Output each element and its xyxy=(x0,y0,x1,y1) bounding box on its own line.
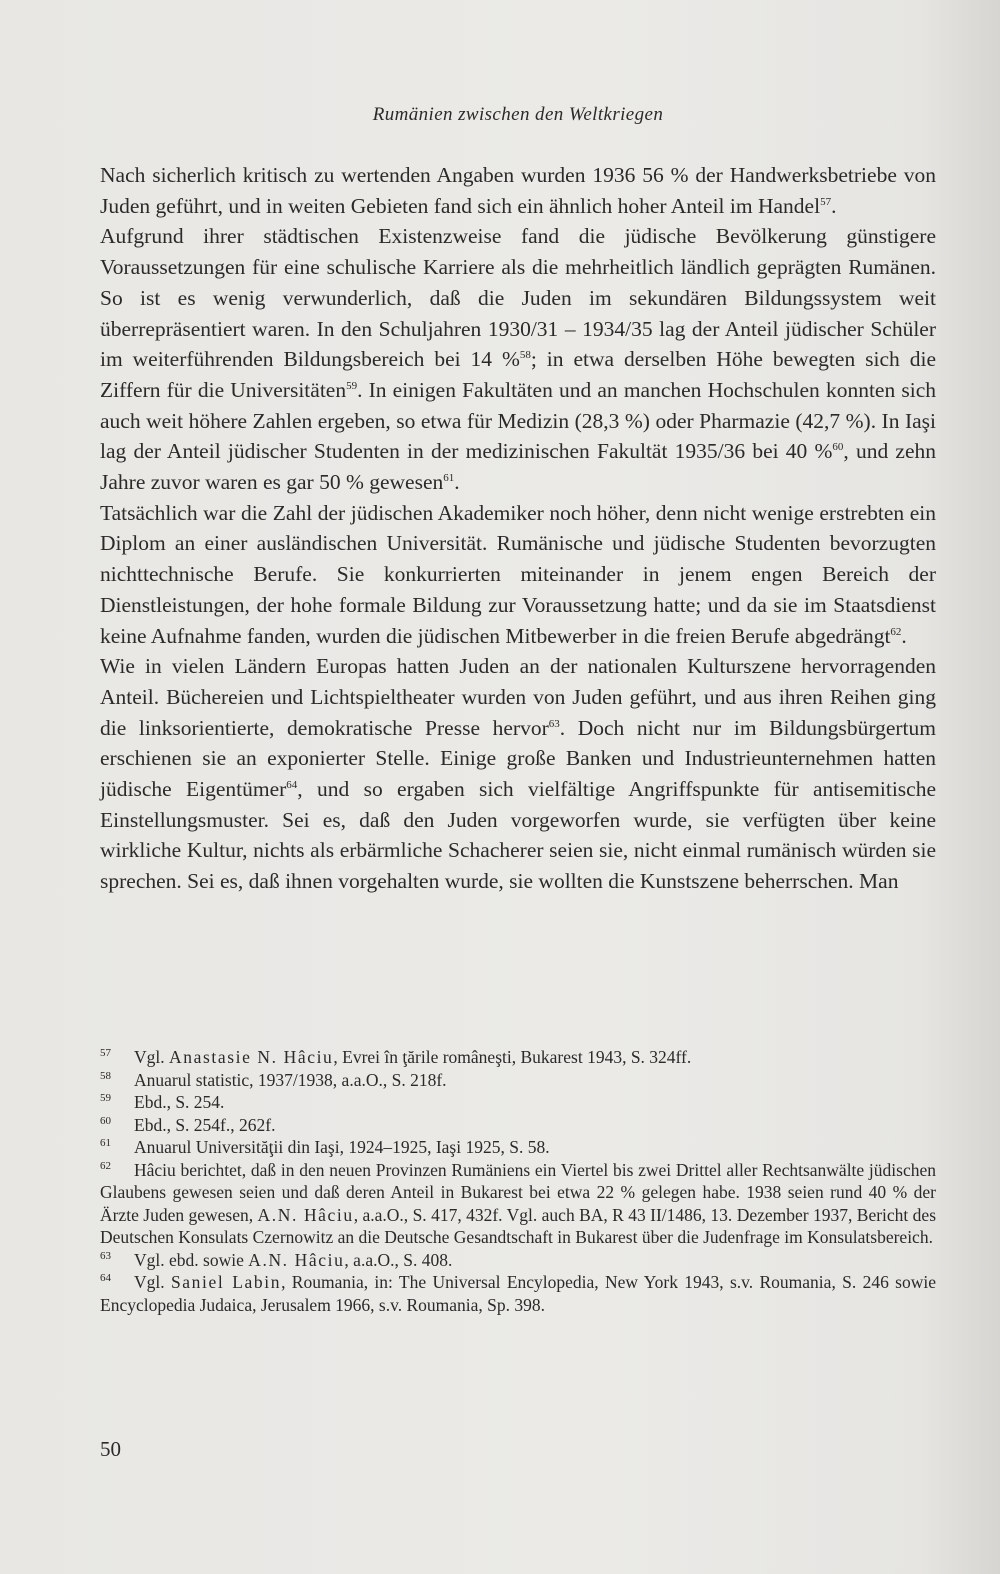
text-segment: . xyxy=(901,623,907,648)
author-name: A.N. Hâciu xyxy=(257,1204,354,1225)
paragraph-1 xyxy=(100,160,936,221)
page-number: 50 xyxy=(100,1437,121,1461)
footnote-text: Ebd., S. 254. xyxy=(134,1092,225,1112)
footnote-ref[interactable]: 63 xyxy=(548,717,560,730)
footnote-ref[interactable]: 59 xyxy=(346,379,358,392)
paragraph-3 xyxy=(100,498,936,652)
text-segment: Aufgrund ihrer städtischen Existenzweise fand die jüdische Bevölkerung günstigere Voraussetzungen für eine schulische Karriere als die mehrheitlich ländlich geprägten Rumänen. So ist es wenig verwunderlich, daß die Juden im sekundären Bildungssystem weit überrepräsentiert waren. In den Schuljahren 1930/31 – 1934/35 lag der Anteil jüdischer Schüler im weiterführenden Bildungsbereich bei 14 % xyxy=(100,224,936,372)
footnote-ref[interactable]: 58 xyxy=(519,349,531,362)
body-text xyxy=(100,160,936,897)
footnote-text: , Roumania, in: The Universal Encylopedia, New York 1943, s.v. Roumania, S. 246 sowie Encyclopedia Judaica, Jerusalem 1966, s.v. Roumania, Sp. 398. xyxy=(100,1272,937,1315)
text-segment: , und so ergaben sich vielfältige Angriffspunkte für antisemitische Einstellungsmuster. Sei es, daß den Juden vorgeworfen wurde, sie verfügten über keine wirkliche Kultur, nichts als erbärmliche Schacherer seien sie, nicht einmal rumänisch würden sie sprechen. Sei es, daß ihnen vorgehalten wurde, sie wollten die Kunstszene beherrschen. Man xyxy=(100,777,937,894)
footnote-61: 61 Anuarul Universităţii din Iaşi, 1924–1925, Iaşi 1925, S. 58. xyxy=(100,1137,550,1157)
text-segment: ; in etwa derselben Höhe bewegten sich die Ziffern für die Universitäten xyxy=(100,347,936,402)
footnote-63: 63 Vgl. ebd. sowie A.N. Hâciu, a.a.O., S. 408. xyxy=(100,1249,453,1270)
footnote-64: 64 Vgl. Saniel Labin, Roumania, in: The Universal Encylopedia, New York 1943, s.v. Roumania, S. 246 sowie Encyclopedia Judaica, Jerusalem 1966, s.v. Roumania, Sp. 398. xyxy=(100,1272,937,1315)
footnote-ref[interactable]: 61 xyxy=(443,471,455,484)
footnote-58: 58 Anuarul statistic, 1937/1938, a.a.O., S. 218f. xyxy=(100,1069,447,1090)
footnote-pre: Vgl. ebd. sowie xyxy=(134,1249,249,1270)
text-segment: Wie in vielen Ländern Europas hatten Juden an der nationalen Kulturszene hervorragenden Anteil. Büchereien und Lichtspieltheater wurden von Juden geführt, und aus ihren Reihen ging die linksorientierte, demokratische Presse hervor xyxy=(100,654,936,740)
paragraph-2 xyxy=(100,221,936,497)
footnote-59: 59 Ebd., S. 254. xyxy=(100,1092,225,1112)
text-segment: , und zehn Jahre zuvor waren es gar 50 % gewesen xyxy=(100,439,936,495)
footnote-pre: Vgl. xyxy=(134,1272,171,1292)
text-segment: Nach sicherlich kritisch zu wertenden Angaben wurden 1936 56 % der Handwerksbetriebe von Juden geführt, und in weiten Gebieten fand sich ein ähnlich hoher Anteil im Handel xyxy=(100,163,936,218)
text-segment: . Doch nicht nur im Bildungsbürgertum erschienen sie an exponierter Stelle. Einige große Banken und Industrieunternehmen hatten jüdische Eigentümer xyxy=(100,715,936,802)
footnote-57: 57 Vgl. Anastasie N. Hâciu, Evrei în ţările româneşti, Bukarest 1943, S. 324ff. xyxy=(100,1047,692,1067)
footnotes xyxy=(100,1046,936,1316)
footnote-pre: Hâciu berichtet, daß in den neuen Provinzen Rumäniens ein Viertel bis zwei Drittel aller Rechtsanwälte jüdischen Glaubens gewesen seien und daß deren Anteil in Bukarest bei etwa 22 % gelegen habe. 1938 seien rund 40 % der Ärzte Juden gewesen, xyxy=(100,1159,936,1225)
author-name: Anastasie N. Hâciu xyxy=(169,1047,334,1067)
text-segment: . xyxy=(831,193,837,218)
running-head: Rumänien zwischen den Weltkriegen xyxy=(372,104,664,125)
author-name: A.N. Hâciu xyxy=(248,1249,345,1270)
footnote-ref[interactable]: 62 xyxy=(890,625,902,638)
footnote-pre: Vgl. xyxy=(134,1047,169,1067)
footnote-62: 62 Hâciu berichtet, daß in den neuen Provinzen Rumäniens ein Viertel bis zwei Drittel aller Rechtsanwälte jüdischen Glaubens gewesen seien und daß deren Anteil in Bukarest bei etwa 22 % gelegen habe. 1938 seien rund 40 % der Ärzte Juden gewesen, A.N. Hâciu, a.a.O., S. 417, 432f. Vgl. auch BA, R 43 II/1486, 13. Dezember 1937, Bericht des Deutschen Konsulats Czernowitz an die Deutsche Gesandtschaft in Bukarest über die Judenfrage im Konsulatsbereich. xyxy=(100,1159,937,1247)
footnote-text: Ebd., S. 254f., 262f. xyxy=(134,1114,276,1135)
text-segment: . In einigen Fakultäten und an manchen Hochschulen konnten sich auch weit höhere Zahlen ergeben, so etwa für Medizin (28,3 %) oder Pharmazie (42,7 %). In Iaşi lag der Anteil jüdischer Studenten in der medizinischen Fakultät 1935/36 bei 40 % xyxy=(100,377,936,464)
footnote-ref[interactable]: 57 xyxy=(820,195,832,208)
footnote-text: Anuarul statistic, 1937/1938, a.a.O., S. 218f. xyxy=(134,1069,447,1090)
footnote-ref[interactable]: 64 xyxy=(286,778,298,791)
footnote-text: , Evrei în ţările româneşti, Bukarest 1943, S. 324ff. xyxy=(333,1047,692,1067)
footnote-60: 60 Ebd., S. 254f., 262f. xyxy=(100,1114,276,1135)
text-segment: Tatsächlich war die Zahl der jüdischen Akademiker noch höher, denn nicht wenige erstrebten ein Diplom an einer ausländischen Universität. Rumänische und jüdische Studenten bevorzugten nichttechnische Berufe. Sie konkurrierten miteinander in jenem engen Bereich der Dienstleistungen, der hohe formale Bildung zur Voraussetzung hatte; und da sie im Staatsdienst keine Aufnahme fanden, wurden die jüdischen Mitbewerber in die freien Berufe abgedrängt xyxy=(100,500,936,648)
footnote-ref[interactable]: 60 xyxy=(832,441,844,454)
footnote-text: , a.a.O., S. 408. xyxy=(344,1249,453,1270)
footnote-text: Anuarul Universităţii din Iaşi, 1924–1925, Iaşi 1925, S. 58. xyxy=(134,1137,550,1157)
author-name: Saniel Labin xyxy=(170,1272,282,1292)
paragraph-4 xyxy=(100,651,936,897)
text-segment: . xyxy=(454,470,460,495)
footnote-text: , a.a.O., S. 417, 432f. Vgl. auch BA, R 43 II/1486, 13. Dezember 1937, Bericht des Deutschen Konsulats Czernowitz an die Deutsche Gesandtschaft in Bukarest über die Judenfrage im Konsulatsbereich. xyxy=(100,1204,937,1247)
